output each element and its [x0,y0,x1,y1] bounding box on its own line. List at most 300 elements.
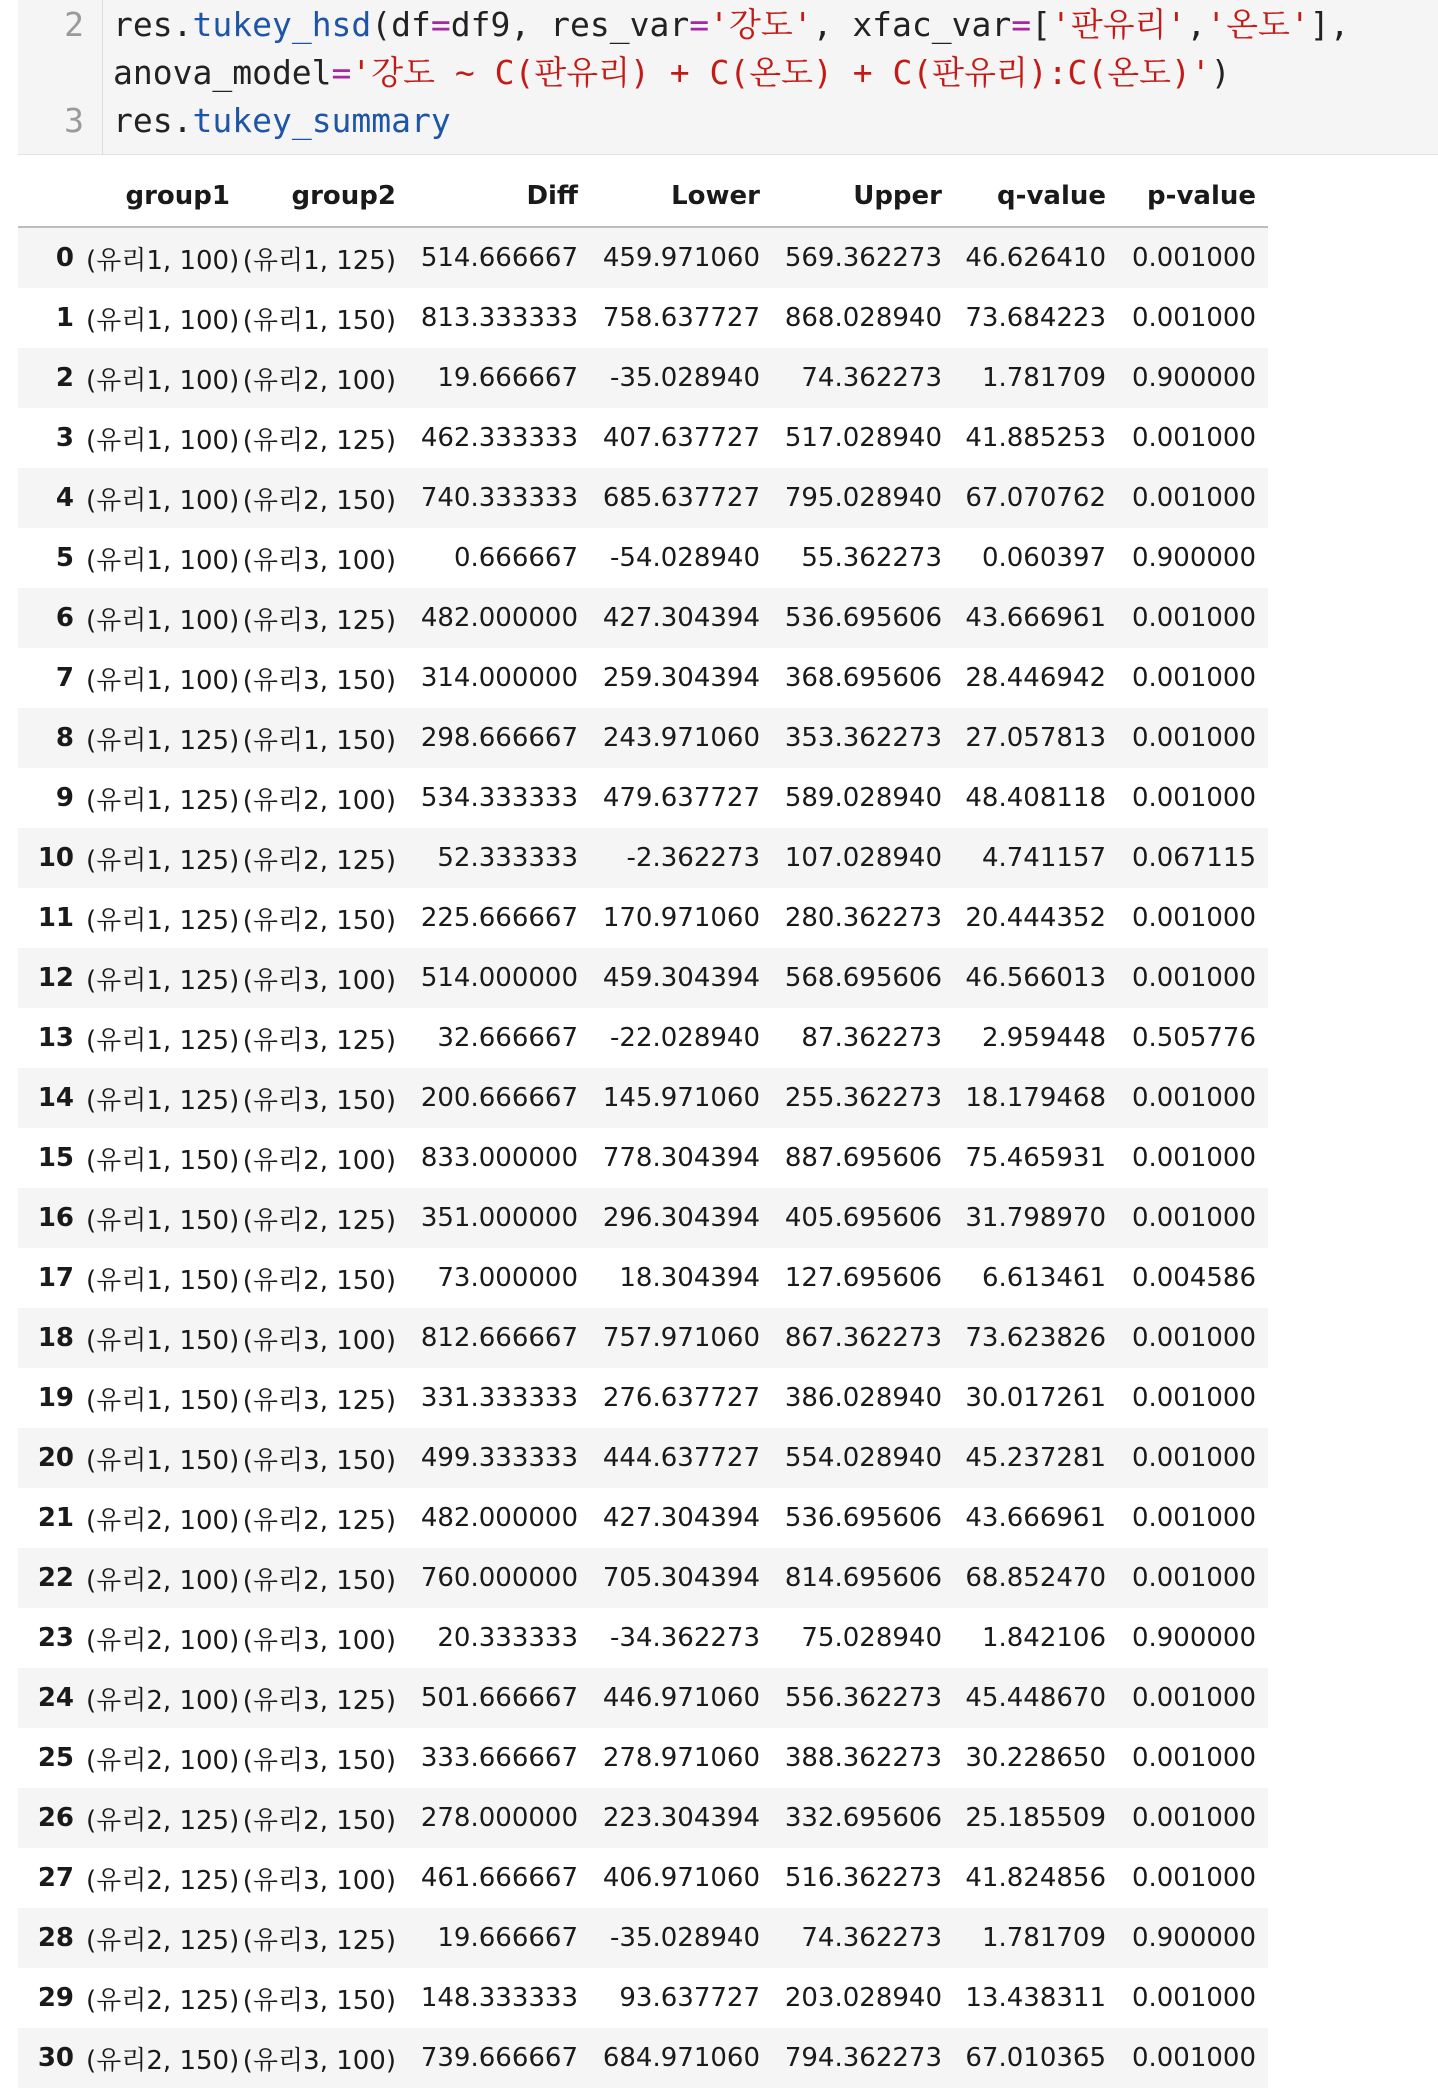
group2-cell: (유리1, 125) [242,245,396,276]
lower-cell: 459.971060 [602,243,760,273]
table-row [18,588,1268,648]
row-index: 17 [37,1263,74,1293]
row-index: 15 [37,1143,74,1173]
code-text [113,49,1231,97]
diff-cell: 739.666667 [420,2043,578,2073]
group1-header: group1 [86,166,242,227]
group1-cell: (유리1, 125) [86,965,240,996]
row-index: 18 [37,1323,74,1353]
group1-cell: (유리2, 125) [86,1925,240,1956]
p-value-cell: 0.001000 [1131,1563,1256,1593]
diff-cell: 19.666667 [437,363,578,393]
diff-cell: 514.000000 [420,963,578,993]
table-row [18,948,1268,1008]
group1-cell: (유리2, 100) [86,1565,240,1596]
lower-cell: 758.637727 [602,303,760,333]
group2-cell: (유리2, 125) [242,845,396,876]
group1-cell: (유리2, 125) [86,1985,240,2016]
table-row [18,648,1268,708]
diff-cell: 760.000000 [420,1563,578,1593]
p-value-cell: 0.001000 [1131,1323,1256,1353]
upper-cell: 280.362273 [784,903,942,933]
row-index: 1 [55,303,74,333]
group1-cell: (유리1, 150) [86,1325,240,1356]
group1-cell: (유리2, 100) [86,1685,240,1716]
lower-cell: -2.362273 [626,843,760,873]
p-value-cell: 0.001000 [1131,1143,1256,1173]
table-row [18,2028,1268,2088]
diff-cell: 278.000000 [420,1803,578,1833]
upper-cell: 74.362273 [801,1923,942,1953]
upper-cell: 516.362273 [784,1863,942,1893]
group2-cell: (유리2, 150) [242,905,396,936]
code-token: '온도' [1206,5,1310,44]
row-index: 5 [55,543,74,573]
table-row [18,1668,1268,1728]
p-value-cell: 0.001000 [1131,483,1256,513]
group1-cell: (유리2, 125) [86,1805,240,1836]
table-row [18,288,1268,348]
group1-cell: (유리1, 125) [86,845,240,876]
row-index: 22 [37,1563,74,1593]
diff-cell: 514.666667 [420,243,578,273]
p-value-cell: 0.900000 [1131,543,1256,573]
p-value-cell: 0.001000 [1131,903,1256,933]
table-row [18,1548,1268,1608]
group1-cell: (유리1, 100) [86,545,240,576]
q-value-cell: 1.842106 [981,1623,1106,1653]
p-value-cell: 0.001000 [1131,963,1256,993]
upper-cell: 589.028940 [784,783,942,813]
q-value-cell: 1.781709 [981,1923,1106,1953]
group2-cell: (유리3, 100) [242,545,396,576]
group2-cell: (유리2, 100) [242,365,396,396]
table-row [18,1248,1268,1308]
row-index: 11 [37,903,74,933]
group1-cell: (유리2, 100) [86,1505,240,1536]
diff-cell: 200.666667 [420,1083,578,1113]
group2-cell: (유리2, 125) [242,1505,396,1536]
row-index: 8 [55,723,74,753]
q-value-cell: 45.237281 [965,1443,1106,1473]
q-value-cell: 31.798970 [965,1203,1106,1233]
row-index: 6 [55,603,74,633]
group2-cell: (유리3, 150) [242,1085,396,1116]
row-index: 30 [37,2043,74,2073]
table-row [18,1788,1268,1848]
row-index: 2 [55,363,74,393]
upper-cell: 554.028940 [784,1443,942,1473]
row-index: 9 [55,783,74,813]
q-value-cell: 30.017261 [965,1383,1106,1413]
q-value-cell: 43.666961 [965,1503,1106,1533]
code-token: ], [1309,5,1350,44]
upper-cell: 386.028940 [784,1383,942,1413]
p-value-cell: 0.001000 [1131,243,1256,273]
diff-cell: 351.000000 [420,1203,578,1233]
group2-cell: (유리2, 100) [242,785,396,816]
group2-cell: (유리3, 150) [242,665,396,696]
group2-cell: (유리2, 100) [242,1145,396,1176]
q-value-cell: 75.465931 [965,1143,1106,1173]
row-index: 0 [55,243,74,273]
row-index: 19 [37,1383,74,1413]
q-value-cell: 48.408118 [965,783,1106,813]
diff-cell: 20.333333 [437,1623,578,1653]
p-value-cell: 0.505776 [1131,1023,1256,1053]
diff-cell: 482.000000 [420,1503,578,1533]
lower-cell: 757.971060 [602,1323,760,1353]
table-row [18,468,1268,528]
upper-cell: 368.695606 [784,663,942,693]
q-value-cell: 67.010365 [965,2043,1106,2073]
group1-cell: (유리2, 125) [86,1865,240,1896]
p-value-cell: 0.900000 [1131,1623,1256,1653]
table-row [18,1308,1268,1368]
upper-cell: 332.695606 [784,1803,942,1833]
group1-cell: (유리1, 100) [86,485,240,516]
code-token: , xfac_var [812,5,1012,44]
upper-cell: 556.362273 [784,1683,942,1713]
table-row [18,1068,1268,1128]
code-token: '강도 ~ C(판유리) + C(온도) + C(판유리):C(온도)' [351,53,1211,92]
group2-cell: (유리3, 100) [242,1325,396,1356]
group1-cell: (유리1, 100) [86,305,240,336]
diff-cell: 501.666667 [420,1683,578,1713]
lower-cell: 170.971060 [602,903,760,933]
q-value-cell: 73.684223 [965,303,1106,333]
table-row [18,1608,1268,1668]
upper-cell: 569.362273 [784,243,942,273]
diff-cell: 499.333333 [420,1443,578,1473]
diff-cell: 19.666667 [437,1923,578,1953]
code-token: anova_model [113,53,332,92]
diff-cell: 812.666667 [420,1323,578,1353]
p-value-cell: 0.001000 [1131,303,1256,333]
diff-cell: 461.666667 [420,1863,578,1893]
upper-cell: 87.362273 [801,1023,942,1053]
p-value-cell: 0.001000 [1131,1983,1256,2013]
lower-cell: 427.304394 [602,1503,760,1533]
group2-cell: (유리1, 150) [242,725,396,756]
diff-cell: 333.666667 [420,1743,578,1773]
table-row [18,408,1268,468]
upper-cell: 388.362273 [784,1743,942,1773]
lower-cell: 778.304394 [602,1143,760,1173]
index-header [18,166,86,227]
upper-cell: 867.362273 [784,1323,942,1353]
table-row [18,1968,1268,2028]
p-value-cell: 0.001000 [1131,1203,1256,1233]
diff-cell: 225.666667 [420,903,578,933]
row-index: 26 [37,1803,74,1833]
q-value-cell: 28.446942 [965,663,1106,693]
diff-cell: 482.000000 [420,603,578,633]
row-index: 25 [37,1743,74,1773]
diff-cell: 52.333333 [437,843,578,873]
q-value-cell: 2.959448 [981,1023,1106,1053]
table-row [18,1128,1268,1188]
lower-cell: 93.637727 [619,1983,760,2013]
code-token: = [430,5,451,44]
lower-cell: 296.304394 [602,1203,760,1233]
code-token: df9, res_var [450,5,690,44]
p-value-cell: 0.001000 [1131,1443,1256,1473]
q-value-cell: 43.666961 [965,603,1106,633]
diff-cell: 813.333333 [420,303,578,333]
table-row [18,888,1268,948]
table-row [18,1728,1268,1788]
q-value-cell: 0.060397 [981,543,1106,573]
group1-cell: (유리1, 150) [86,1265,240,1296]
diff-cell: 833.000000 [420,1143,578,1173]
code-token: = [689,5,710,44]
upper-cell: 107.028940 [784,843,942,873]
upper-cell: 353.362273 [784,723,942,753]
table-row [18,828,1268,888]
p-value-cell: 0.001000 [1131,1803,1256,1833]
lower-cell: -22.028940 [610,1023,760,1053]
p-value-cell: 0.001000 [1131,1503,1256,1533]
p-value-cell: 0.067115 [1131,843,1256,873]
q-value-cell: 45.448670 [965,1683,1106,1713]
group1-cell: (유리1, 125) [86,905,240,936]
q-value-cell: 27.057813 [965,723,1106,753]
upper-cell: 127.695606 [784,1263,942,1293]
table-row [18,227,1268,288]
lower-cell: 444.637727 [602,1443,760,1473]
p-value-cell: 0.001000 [1131,2043,1256,2073]
q-value-cell: 73.623826 [965,1323,1106,1353]
code-token: '판유리' [1051,5,1187,44]
p-value-cell: 0.900000 [1131,363,1256,393]
q-value-cell: 46.626410 [965,243,1106,273]
group2-cell: (유리3, 100) [242,1865,396,1896]
group1-cell: (유리1, 125) [86,725,240,756]
group1-cell: (유리1, 150) [86,1205,240,1236]
row-index: 16 [37,1203,74,1233]
lower-cell: 145.971060 [602,1083,760,1113]
group2-header: group2 [242,166,408,227]
q-value-header: q-value [954,166,1118,227]
diff-cell: 331.333333 [420,1383,578,1413]
row-index: 4 [55,483,74,513]
code-token: [ [1031,5,1052,44]
group1-cell: (유리1, 100) [86,365,240,396]
diff-cell: 73.000000 [437,1263,578,1293]
p-value-cell: 0.004586 [1131,1263,1256,1293]
lower-cell: 276.637727 [602,1383,760,1413]
code-token: tukey_summary [192,101,451,140]
table-body [18,227,1268,2088]
tukey-summary-table [18,166,1268,2088]
table-row [18,708,1268,768]
table-row [18,1188,1268,1248]
row-index: 21 [37,1503,74,1533]
lower-cell: 407.637727 [602,423,760,453]
lower-cell: 243.971060 [602,723,760,753]
code-token: , [1186,5,1207,44]
row-index: 20 [37,1443,74,1473]
code-token: res. [113,101,193,140]
row-index: 24 [37,1683,74,1713]
q-value-cell: 25.185509 [965,1803,1106,1833]
upper-cell: 517.028940 [784,423,942,453]
upper-cell: 74.362273 [801,363,942,393]
upper-cell: 203.028940 [784,1983,942,2013]
p-value-cell: 0.001000 [1131,1743,1256,1773]
p-value-cell: 0.001000 [1131,723,1256,753]
upper-cell: 794.362273 [784,2043,942,2073]
lower-cell: 278.971060 [602,1743,760,1773]
table-row [18,528,1268,588]
upper-cell: 795.028940 [784,483,942,513]
group1-cell: (유리1, 100) [86,665,240,696]
table-header-row [18,166,1268,227]
row-index: 12 [37,963,74,993]
p-value-cell: 0.001000 [1131,1863,1256,1893]
row-index: 3 [55,423,74,453]
group2-cell: (유리3, 100) [242,2045,396,2076]
lower-header: Lower [590,166,772,227]
group2-cell: (유리2, 150) [242,1805,396,1836]
code-cell[interactable] [18,0,1438,155]
upper-cell: 405.695606 [784,1203,942,1233]
group2-cell: (유리3, 150) [242,1985,396,2016]
lower-cell: -34.362273 [610,1623,760,1653]
table-row [18,1488,1268,1548]
q-value-cell: 13.438311 [965,1983,1106,2013]
group2-cell: (유리3, 125) [242,1685,396,1716]
diff-cell: 32.666667 [437,1023,578,1053]
lower-cell: -35.028940 [610,363,760,393]
q-value-cell: 46.566013 [965,963,1106,993]
q-value-cell: 67.070762 [965,483,1106,513]
q-value-cell: 1.781709 [981,363,1106,393]
lower-cell: 685.637727 [602,483,760,513]
row-index: 29 [37,1983,74,2013]
code-token: tukey_hsd [192,5,372,44]
upper-cell: 814.695606 [784,1563,942,1593]
group1-cell: (유리1, 150) [86,1145,240,1176]
group2-cell: (유리2, 125) [242,1205,396,1236]
table-row [18,1428,1268,1488]
row-index: 7 [55,663,74,693]
upper-cell: 868.028940 [784,303,942,333]
group1-cell: (유리1, 150) [86,1445,240,1476]
lower-cell: 259.304394 [602,663,760,693]
q-value-cell: 4.741157 [981,843,1106,873]
group1-cell: (유리1, 100) [86,605,240,636]
diff-cell: 0.666667 [453,543,578,573]
group1-cell: (유리1, 125) [86,785,240,816]
diff-cell: 148.333333 [420,1983,578,2013]
diff-header: Diff [408,166,590,227]
group2-cell: (유리3, 125) [242,1385,396,1416]
code-token: = [331,53,352,92]
code-token: ) [1210,53,1231,92]
group1-cell: (유리1, 150) [86,1385,240,1416]
lower-cell: 406.971060 [602,1863,760,1893]
lower-cell: 684.971060 [602,2043,760,2073]
lower-cell: -35.028940 [610,1923,760,1953]
lower-cell: 459.304394 [602,963,760,993]
upper-cell: 55.362273 [801,543,942,573]
code-text [113,1,1350,49]
p-value-cell: 0.900000 [1131,1923,1256,1953]
upper-cell: 255.362273 [784,1083,942,1113]
code-token: '강도' [709,5,813,44]
table-row [18,1008,1268,1068]
upper-cell: 536.695606 [784,603,942,633]
p-value-cell: 0.001000 [1131,783,1256,813]
code-token: (df [371,5,431,44]
code-token: = [1011,5,1032,44]
code-token: res. [113,5,193,44]
group2-cell: (유리2, 150) [242,1565,396,1596]
code-text [113,97,451,145]
q-value-cell: 41.824856 [965,1863,1106,1893]
row-index: 13 [37,1023,74,1053]
group1-cell: (유리1, 125) [86,1085,240,1116]
upper-cell: 568.695606 [784,963,942,993]
lower-cell: 705.304394 [602,1563,760,1593]
row-index: 28 [37,1923,74,1953]
p-value-cell: 0.001000 [1131,663,1256,693]
row-index: 14 [37,1083,74,1113]
group2-cell: (유리2, 150) [242,485,396,516]
lower-cell: 479.637727 [602,783,760,813]
p-value-cell: 0.001000 [1131,1083,1256,1113]
group1-cell: (유리1, 100) [86,245,240,276]
table-row [18,1908,1268,1968]
lower-cell: 427.304394 [602,603,760,633]
group1-cell: (유리1, 125) [86,1025,240,1056]
group2-cell: (유리3, 100) [242,1625,396,1656]
p-value-cell: 0.001000 [1131,603,1256,633]
group1-cell: (유리2, 100) [86,1745,240,1776]
table-row [18,1368,1268,1428]
diff-cell: 298.666667 [420,723,578,753]
group2-cell: (유리3, 125) [242,1025,396,1056]
upper-cell: 887.695606 [784,1143,942,1173]
lower-cell: 18.304394 [619,1263,760,1293]
upper-header: Upper [772,166,954,227]
group2-cell: (유리3, 100) [242,965,396,996]
q-value-cell: 20.444352 [965,903,1106,933]
line-number: 2 [64,5,84,44]
q-value-cell: 6.613461 [981,1263,1106,1293]
lower-cell: 446.971060 [602,1683,760,1713]
table-row [18,348,1268,408]
upper-cell: 75.028940 [801,1623,942,1653]
row-index: 27 [37,1863,74,1893]
p-value-cell: 0.001000 [1131,1683,1256,1713]
diff-cell: 462.333333 [420,423,578,453]
lower-cell: -54.028940 [610,543,760,573]
row-index: 10 [37,843,74,873]
upper-cell: 536.695606 [784,1503,942,1533]
group2-cell: (유리3, 150) [242,1745,396,1776]
group1-cell: (유리2, 100) [86,1625,240,1656]
q-value-cell: 68.852470 [965,1563,1106,1593]
group2-cell: (유리3, 125) [242,605,396,636]
group2-cell: (유리3, 125) [242,1925,396,1956]
group2-cell: (유리3, 150) [242,1445,396,1476]
table-row [18,1848,1268,1908]
p-value-cell: 0.001000 [1131,1383,1256,1413]
q-value-cell: 18.179468 [965,1083,1106,1113]
